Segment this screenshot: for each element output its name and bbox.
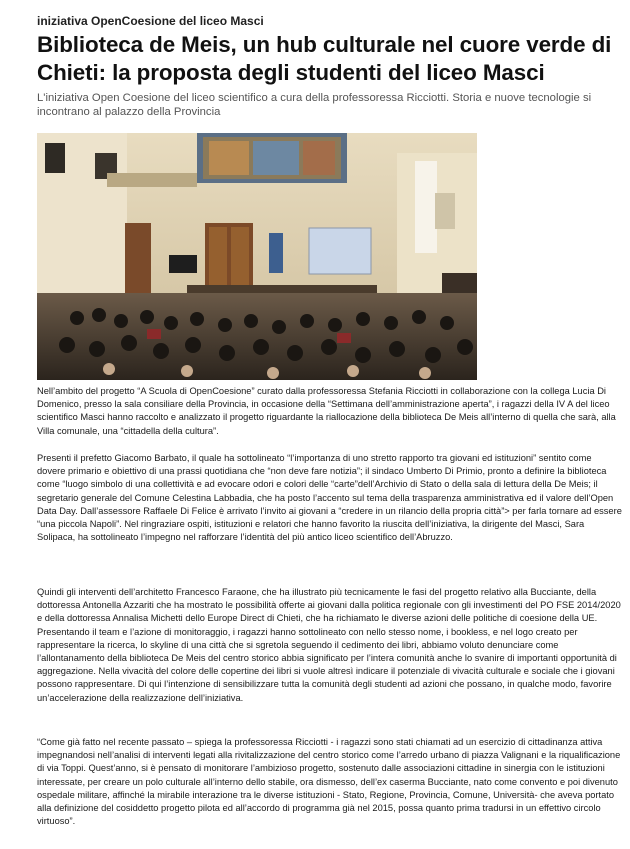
conference-hall-photo [37, 133, 477, 380]
article-paragraph: Nell’ambito del progetto “A Scuola di OpenCoesione” curato dalla professoressa Stefania Ricciotti in collaborazione con la collega Lucia Di Domenico, presso la sala consiliare della Provincia, in occasione della “Settimana dell’amministrazione aperta”, i ragazzi della IV A del liceo scientifico Masci hanno raccolto e analizzato il progetto riguardante la riallocazione della biblioteca De Meis all’interno di quella che sarà, alla Villa comunale, una “cittadella della cultura”. [37, 386, 616, 436]
article-paragraph: Quindi gli interventi dell’architetto Francesco Faraone, che ha illustrato più tecnicamente le fasi del progetto relativo alla Bucciante, della dottoressa Antonella Azzariti che ha mostrato le possibilità offerte ai giovani dalla politica regionale con gli investimenti del PO FSE 2014/2020 e della dottoressa Annalisa Michetti dello Europe Direct di Chieti, che ha richiamato le diverse azioni delle politiche di coesione della UE. Presentando il team e l’azione di monitoraggio, i ragazzi hanno sottolineato con nello stesso nome, i bookless, e nel logo creato per rappresentare la ricerca, lo skyline di una città che si sgretola seguendo il cedimento dei libri, abbiamo voluto denunciare come l’allontanamento della biblioteca De Meis del centro storico abbia significato per l’intera comunità anche lo svanire di importanti opportunità di aggregazione. Nella vivacità del colore delle copertine dei libri si vuole altresì indicare il potenziale di vivacità culturale e sociale che i giovani possono rappresentare. Di qui l’intenzione di sensibilizzare tutta la comunità degli studenti ad azioni che possano, in qualche modo, favorire un’accelerazione della realizzazione dell’iniziativa. [37, 587, 621, 703]
article-headline: Biblioteca de Meis, un hub culturale nel cuore verde di Chieti: la proposta degli studenti del liceo Masci [37, 32, 612, 85]
article-paragraph: Presenti il prefetto Giacomo Barbato, il quale ha sottolineato “l’importanza di uno stretto rapporto tra giovani ed istituzioni” sentito come dovere primario e obiettivo di una prassi quotidiana che “non deve fare notizia”; il sindaco Umberto Di Primio, pronto a definire la biblioteca come “luogo simbolo di una collettività e ad evocare odori e colori delle “carte”dell’Archivio di Stato o della sala di lettura della De Meis; il segretario generale del Comune Celestina Labbadia, che ha posto l’accento sul tema della trasparenza amministrativa ed il valore dell’Open Data Day. Dall’assessore Raffaele Di Felice è arrivato l’invito ai giovani a “credere in un rilancio della propria città”> per farla tornare ad essere “una piccola Napoli”. Nel ringraziare ospiti, istituzioni e relatori che hanno favorito la riuscita dell’iniziativa, la dirigente del Masci, Sara Solipaca, ha sottolineato l’impegno nel rafforzare l’identità del più antico liceo scientifico dell’Abruzzo. [37, 453, 622, 543]
article-subheadline: L'iniziativa Open Coesione del liceo scientifico a cura della professoressa Ricciotti. Storia e nuove tecnologie si incontrano al palazzo della Provincia [37, 92, 592, 118]
article-kicker: iniziativa OpenCoesione del liceo Masci [37, 14, 264, 28]
article-paragraph: “Come già fatto nel recente passato – spiega la professoressa Ricciotti - i ragazzi sono stati chiamati ad un esercizio di cittadinanza attiva impegnandosi nell’analisi di interventi legati alla rivitalizzazione del centro storico come l’arredo urbano di piazza Valignani e la riqualificazione di via Toppi. Quest’anno, si è pensato di monitorare l’ambizioso progetto, sostenuto dalle associazioni cittadine in sinergia con le istituzioni interessate, per creare un polo culturale all’interno dello stabile, ora dismesso, dell’ex caserma Bucciante, nato come convento e poi divenuto ospedale militare, affinché la mirabile interazione tra le diverse istituzioni - Stato, Regione, Provincia, Comune, Università- che aveva portato alla definizione del cosiddetto progetto pilota ed all’accordo di programma già nel 2015, possa quanto prima tradursi in un effettivo circolo virtuoso”. [37, 737, 621, 827]
conference-hall-illustration [37, 133, 477, 380]
